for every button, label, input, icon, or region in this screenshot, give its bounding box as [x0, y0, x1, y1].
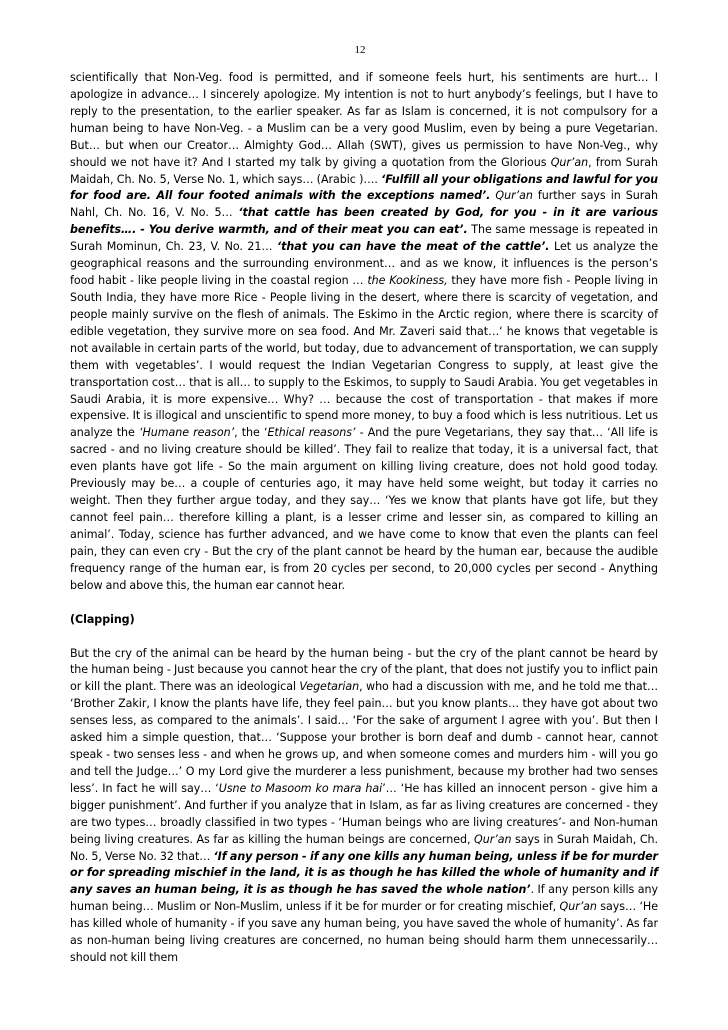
italic-text: Usne to Masoom ko mara hai: [218, 781, 383, 795]
paragraph-2: [70, 646, 658, 968]
quotation: ‘that cattle has been created by God, for you - in it are various benefits…. - You derive warmth, and of their meat you can eat’.: [70, 206, 659, 237]
text: scientifically that Non-Veg. food is permitted, and if someone feels hurt, his sentiments are hurt… I apologize in advance… I sincerely apologize. My intention is not to hurt anybody’s feelings, but I have to reply to the presentation, to the earlier speaker. As far as Islam is concerned, it is not compulsory for a human being to have Non-Veg. - a Muslim can be a very good Muslim, even by being a pure Vegetarian. But… but when our Creator… Almighty God… Allah (SWT), gives us permission to have Non-Veg., why should we not have it? And I started my talk by giving a quotation from the Glorious: [70, 71, 658, 169]
italic-text: ‘Humane reason’: [138, 426, 235, 440]
text: - And the pure Vegetarians, they say that… ‘All life is sacred - and no living creature should be killed’. They fail to realize that today, it is a universal fact, that even plants have got life - So the main argument on killing living creature, does not hold good today. Previously may be… a couple of centuries ago, it may have held some weight, but today it carries no weight. Then they further argue today, and they say… ‘Yes we know that plants have got life, but they cannot feel pain… therefore killing a plant, is a lesser crime and lesser sin, as compared to killing an animal’. Today, science has further advanced, and we have come to know that even the plants can feel pain, they can even cry - But the cry of the plant cannot be heard by the human ear, because the audible frequency range of the human ear, is from 20 cycles per second, to 20,000 cycles per second - Anything below and above this, the human ear cannot hear.: [70, 426, 658, 592]
quotation: ‘that you can have the meat of the cattle’.: [277, 240, 550, 254]
italic-text: the Kookiness,: [367, 274, 448, 288]
paragraph-1: [70, 70, 658, 595]
italic-text: Ethical reasons’: [267, 426, 356, 440]
italic-text: Qur’an: [559, 900, 597, 914]
text: Let us analyze the geographical reasons and the surrounding environment… and as we know, it influences is the person’s food habit - like people living in the coastal region …: [70, 240, 658, 288]
quotation: ‘If any person - if any one kills any human being, unless if be for murder or for spreading mischief in the land, it is as though he has killed the whole of humanity and if any saves an human being, it is as though he has saved the whole nation’: [70, 849, 658, 897]
italic-text: Qur’an: [474, 832, 512, 846]
text: further says in Surah Nahl, Ch. No. 16, V. No. 5…: [70, 189, 659, 220]
text: says… ‘He has killed whole of humanity - if you save any human being, you have saved the whole of humanity’. As far as non-human being living creatures are concerned, no human being should harm them unnecessarily… should not kill them: [70, 900, 658, 965]
quotation: ‘Fulfill all your obligations and lawful for you for food are. All four footed animals with the exceptions named’.: [70, 172, 659, 203]
page-number: 12: [354, 44, 366, 56]
text: , the ‘: [234, 426, 268, 440]
text: The same message is repeated in Surah Mominun, Ch. 23, V. No. 21…: [70, 223, 659, 254]
document-body: [70, 70, 658, 967]
text: , who had a discussion with me, and he told me that… ‘Brother Zakir, I know the plants have life, they feel pain… but you know plants… they have got about two senses less, as compared to the animals’. I said… ‘For the sake of argument I agree with you’. But then I asked him a simple question, that… ‘Suppose your brother is born deaf and dumb - cannot hear, cannot speak - two senses less - and when he grows up, and when someone comes and murders him - will you go and tell the Judge…’ O my Lord give the murderer a less punishment, because my brother had two senses less’. In fact he will say… ‘: [70, 680, 659, 795]
italic-text: Qur’an: [550, 155, 589, 169]
italic-text: Qur’an: [495, 189, 533, 203]
section-heading: (Clapping): [70, 612, 135, 626]
text: ’… ‘He has killed an innocent person - give him a bigger punishment’. And further if you analyze that in Islam, as far as living creatures are concerned - they are two types… broadly classified in two types - ‘Human beings who are living creatures’- and Non-human being living creatures. As far as killing the human beings are concerned,: [70, 781, 659, 846]
text: they have more fish - People living in South India, they have more Rice - People living in the desert, where there is scarcity of vegetation, and people mainly survive on the flesh of animals. The Eskimo in the Arctic region, where there is scarcity of edible vegetation, they survive more on sea food. And Mr. Zaveri said that…‘ he knows that vegetable is not available in certain parts of the world, but today, due to advancement of transportation, we can supply them with vegetables’. I would request the Indian Vegetarian Congress to supply, at least give the transportation cost… that is all… to supply to the Eskimos, to supply to Saudi Arabia. You get vegetables in Saudi Arabia, it is more expensive… Why? … because the cost of transportation - that makes if more expensive. It is illogical and unscientific to spend more money, to buy a food which is less nutritious. Let us analyze the: [70, 274, 658, 440]
text: , from Surah Maidah, Ch. No. 5, Verse No. 1, which says… (Arabic )….: [70, 155, 658, 186]
text: says in Surah Maidah, Ch. No. 5, Verse No. 32 that…: [70, 832, 658, 863]
text: . If any person kills any human being… Muslim or Non-Muslim, unless if it be for murder or for creating mischief,: [70, 883, 658, 914]
italic-text: Vegetarian: [299, 680, 360, 694]
text: But the cry of the animal can be heard by the human being - but the cry of the plant cannot be heard by the human being - Just because you cannot hear the cry of the plant, that does not justify you to inflict pain or kill the plant. There was an ideological: [70, 646, 658, 694]
